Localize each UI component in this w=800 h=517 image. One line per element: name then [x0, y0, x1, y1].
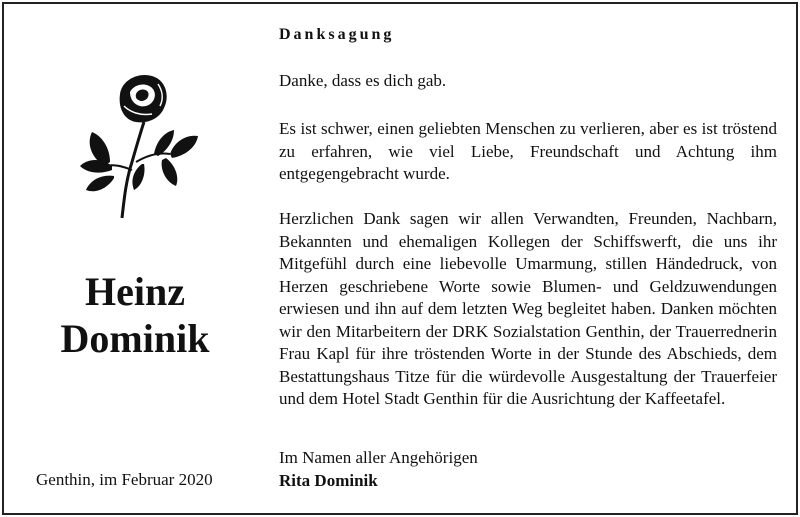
deceased-first-name: Heinz [85, 269, 185, 314]
deceased-last-name: Dominik [60, 316, 210, 361]
signature-intro: Im Namen aller Angehörigen [279, 448, 478, 467]
notice-heading: Danksagung [279, 26, 395, 43]
obituary-frame [2, 2, 798, 515]
paragraph-3: Herzlichen Dank sagen wir allen Verwandten, Freunden, Nachbarn, Bekannten und ehemaligen Kollegen der Schiffswerft, die uns ihr Mitgefühl durch eine liebevolle Umarmung, stillen Händedruck, von Herzen geschriebene Worte sowie Blumen- und Geldzuwendungen erwiesen und ihn auf dem letzten Weg begleitet haben. Danken möchten wir den Mitarbeitern der DRK Sozialstation Genthin, der Trauerrednerin Frau Kapl für ihre tröstenden Worte in der Stunde des Abschieds, dem Bestattungshaus Titze für die würdevolle Ausgestaltung der Trauerfeier und dem Hotel Stadt Genthin für die Ausrichtung der Kaffeetafel. [279, 209, 777, 408]
paragraph-1: Danke, dass es dich gab. [279, 71, 447, 90]
left-column [4, 4, 266, 513]
signature-name: Rita Dominik [279, 471, 378, 490]
rose-icon [74, 70, 204, 222]
place-date: Genthin, im Februar 2020 [36, 470, 213, 489]
paragraph-2: Es ist schwer, einen geliebten Menschen zu verlieren, aber es ist tröstend zu erfahren, wie viel Liebe, Freundschaft und Achtung ihm entgegengebracht wurde. [279, 119, 777, 183]
